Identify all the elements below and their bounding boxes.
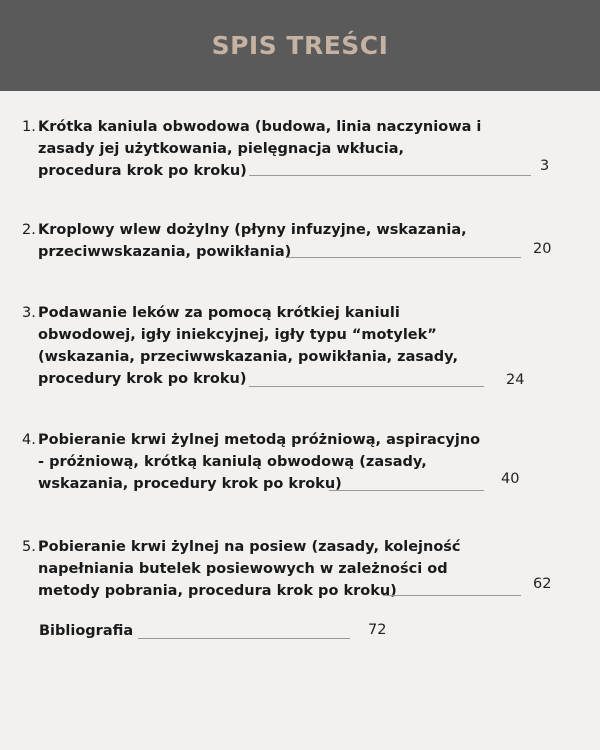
entry-line: metody pobrania, procedura krok po kroku) (38, 583, 397, 599)
entry-number: 5. (22, 539, 36, 555)
page-number: 72 (368, 622, 387, 638)
bibliography-label: Bibliografia (39, 623, 134, 639)
page-number: 20 (533, 241, 552, 257)
page-number: 3 (540, 158, 550, 174)
entry-title (38, 116, 481, 182)
dotted-leader (249, 175, 531, 176)
entry-title (38, 536, 461, 602)
dotted-leader (138, 638, 350, 639)
dotted-leader (329, 490, 484, 491)
entry-line: Podawanie leków za pomocą krótkiej kaniuli (38, 305, 400, 321)
entry-line: Pobieranie krwi żylnej metodą próżniową, aspiracyjno (38, 432, 481, 448)
entry-title (38, 429, 480, 495)
page-number: 62 (533, 576, 552, 592)
header-bar (0, 0, 600, 91)
entry-title (38, 302, 458, 390)
page-number: 40 (501, 471, 520, 487)
entry-line: wskazania, procedury krok po kroku) (38, 476, 342, 492)
entry-line: procedury krok po kroku) (38, 371, 247, 387)
entry-line: procedura krok po kroku) (38, 163, 247, 179)
entry-number: 4. (22, 432, 36, 448)
entry-line: zasady jej użytkowania, pielęgnacja wkłucia, (38, 141, 404, 157)
entry-number: 2. (22, 222, 36, 238)
page-title: SPIS TREŚCI (211, 31, 389, 60)
entry-line: napełniania butelek posiewowych w zależności od (38, 561, 448, 577)
entry-line: (wskazania, przeciwwskazania, powikłania, zasady, (38, 349, 459, 365)
entry-line: Kroplowy wlew dożylny (płyny infuzyjne, wskazania, (38, 222, 467, 238)
entry-number: 3. (22, 305, 36, 321)
dotted-leader (287, 257, 521, 258)
entry-line: Krótka kaniula obwodowa (budowa, linia naczyniowa i (38, 119, 482, 135)
dotted-leader (383, 595, 521, 596)
entry-line: obwodowej, igły iniekcyjnej, igły typu “motylek” (38, 327, 437, 343)
entry-line: Pobieranie krwi żylnej na posiew (zasady, kolejność (38, 539, 461, 555)
entry-line: przeciwwskazania, powikłania) (38, 244, 292, 260)
page-number: 24 (506, 372, 525, 388)
entry-line: - próżniową, krótką kaniulą obwodową (zasady, (38, 454, 427, 470)
dotted-leader (249, 386, 484, 387)
entry-number: 1. (22, 119, 36, 135)
